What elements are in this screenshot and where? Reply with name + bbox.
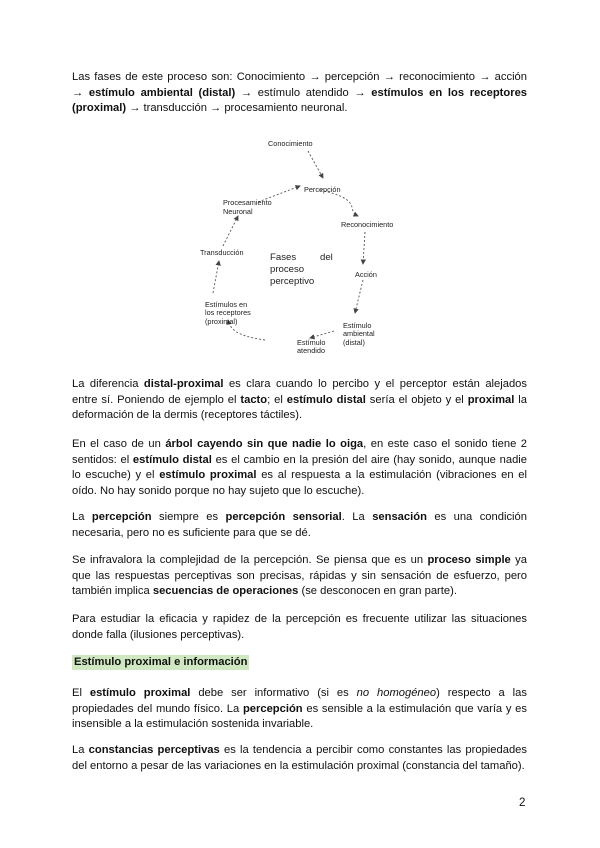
svg-text:del: del [320, 252, 333, 263]
node-estimulos-receptores [205, 300, 251, 326]
phases-cycle-diagram [195, 128, 410, 358]
svg-text:proceso: proceso [270, 264, 305, 275]
node-procesamiento-neuronal [223, 198, 272, 216]
svg-text:los receptores: los receptores [205, 308, 251, 317]
svg-text:(distal): (distal) [343, 338, 365, 347]
svg-text:Estímulo: Estímulo [343, 321, 372, 330]
svg-text:Estímulo: Estímulo [297, 338, 326, 347]
node-estimulo-ambiental [343, 321, 375, 347]
perception-sensation-paragraph: La percepción siempre es percepción sensorial. La sensación es una condición necesaria, pero no es suficiente para que se dé. [72, 511, 527, 539]
svg-text:Fases: Fases [270, 252, 297, 263]
node-estimulo-atendido [297, 338, 325, 355]
svg-text:Procesamiento: Procesamiento [223, 198, 272, 207]
svg-text:Estímulos en: Estímulos en [205, 300, 248, 309]
intro-paragraph: Las fases de este proceso son: Conocimiento → percepción → reconocimiento → acción → estímulo ambiental (distal) → estímulo atendido → estímulos en los receptores (proximal) → transducción → procesamiento neuronal. [72, 71, 528, 115]
svg-text:ambiental: ambiental [343, 329, 375, 338]
svg-text:perceptivo: perceptivo [270, 276, 315, 287]
node-reconocimiento: Reconocimiento [341, 220, 394, 229]
complexity-paragraph: Se infravalora la complejidad de la percepción. Se piensa que es un proceso simple ya que las respuestas perceptivas son precisas, rápidas y sin sensación de esfuerzo, pero también implica secuencias de operaciones (se desconocen en gran parte). [72, 554, 527, 598]
node-accion: Acción [355, 270, 377, 279]
node-transduccion: Transducción [200, 248, 244, 257]
section-heading: Estímulo proximal e información [74, 656, 248, 668]
distal-proximal-paragraph: La diferencia distal-proximal es clara cuando lo percibo y el perceptor están alejados entre sí. Poniendo de ejemplo el tacto; el estímulo distal sería el objeto y el proximal la deformación de la dermis (receptores táctiles). [72, 378, 528, 422]
node-conocimiento: Conocimiento [268, 139, 313, 148]
svg-text:atendido: atendido [297, 346, 325, 355]
illusions-paragraph: Para estudiar la eficacia y rapidez de la percepción es frecuente utilizar las situaciones donde falla (ilusiones perceptivas). [72, 613, 527, 641]
page-number: 2 [519, 797, 526, 809]
proximal-stimulus-paragraph: El estímulo proximal debe ser informativo (si es no homogéneo) respecto a las propiedades del mundo físico. La percepción es sensible a la estimulación que varía y es insensible a la estimulación sostenida invariable. [72, 687, 527, 731]
diagram-center-title [270, 252, 333, 287]
node-percepcion: Percepción [304, 185, 341, 194]
svg-text:Neuronal: Neuronal [223, 207, 253, 216]
svg-text:(proximal): (proximal) [205, 317, 238, 326]
tree-example-paragraph: En el caso de un árbol cayendo sin que nadie lo oiga, en este caso el sonido tiene 2 sentidos: el estímulo distal es el cambio en la presión del aire (hay sonido, aunque nadie lo escuche) y el estímulo proximal es al respuesta a la estimulación (vibraciones en el oído. No hay sonido porque no hay sujeto que lo escuche). [72, 438, 528, 497]
constancies-paragraph: La constancias perceptivas es la tendencia a percibir como constantes las propiedades del entorno a pesar de las variaciones en la estimulación proximal (constancia del tamaño). [72, 744, 527, 772]
